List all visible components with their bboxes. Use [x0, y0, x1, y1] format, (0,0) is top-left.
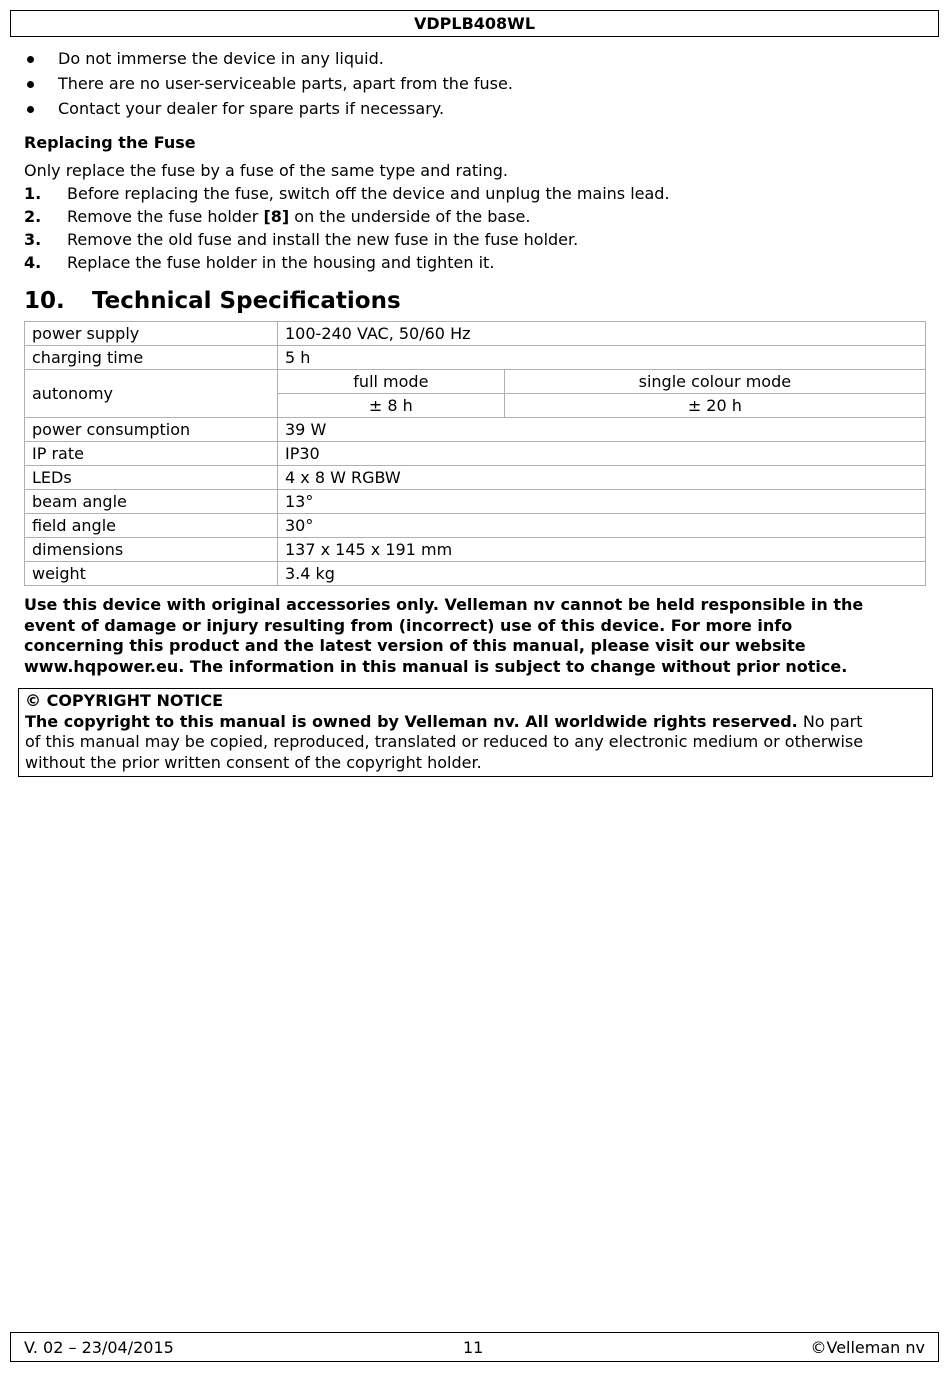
copyright-bold-text: The copyright to this manual is owned by Velleman nv. All worldwide rights reserved. — [25, 711, 798, 731]
table-row — [25, 490, 926, 514]
spec-label: charging time — [25, 346, 278, 370]
step-text: Replace the fuse holder in the housing and tighten it. — [67, 253, 495, 272]
step-number: 3. — [24, 230, 42, 249]
page-footer — [10, 1332, 939, 1362]
bullet-text: Do not immerse the device in any liquid. — [58, 49, 384, 68]
copyright-line: of this manual may be copied, reproduced, translated or reduced to any electronic medium or otherwise — [25, 732, 864, 751]
copyright-text: No part — [797, 711, 863, 731]
step-item — [24, 230, 670, 253]
bullet-item — [24, 97, 513, 122]
step-text: Before replacing the fuse, switch off the device and unplug the mains lead. — [67, 184, 670, 203]
spec-label: dimensions — [25, 538, 278, 562]
spec-label: power consumption — [25, 418, 278, 442]
table-row — [25, 346, 926, 370]
table-row — [25, 322, 926, 346]
bullet-dot-icon — [27, 106, 34, 113]
spec-label: power supply — [25, 322, 278, 346]
bullet-dot-icon — [27, 81, 34, 88]
spec-label: IP rate — [25, 442, 278, 466]
spec-mode-value: ± 8 h — [278, 394, 505, 418]
notice-line: concerning this product and the latest version of this manual, please visit our website — [24, 636, 806, 655]
spec-value: 3.4 kg — [278, 562, 926, 586]
step-number: 4. — [24, 253, 42, 272]
bullet-item — [24, 72, 513, 97]
fuse-heading: Replacing the Fuse — [24, 133, 196, 152]
spec-label: field angle — [25, 514, 278, 538]
footer-page-number: 11 — [463, 1338, 484, 1357]
spec-label: weight — [25, 562, 278, 586]
spec-label: LEDs — [25, 466, 278, 490]
step-item — [24, 207, 670, 230]
spec-label: autonomy — [25, 370, 278, 418]
table-row — [25, 514, 926, 538]
table-row — [25, 562, 926, 586]
step-number: 1. — [24, 184, 42, 203]
step-text: Remove the old fuse and install the new fuse in the fuse holder. — [67, 230, 579, 249]
step-text-continued: on the underside of the base. — [289, 207, 531, 226]
spec-mode-header: single colour mode — [504, 370, 925, 394]
spec-value: 13° — [278, 490, 926, 514]
spec-value: 100-240 VAC, 50/60 Hz — [278, 322, 926, 346]
table-row — [25, 538, 926, 562]
usage-notice — [24, 595, 929, 677]
section-number: 10. — [24, 288, 65, 314]
section-title — [24, 286, 401, 316]
safety-bullet-list — [24, 47, 513, 122]
spec-table — [24, 321, 926, 586]
table-row — [25, 442, 926, 466]
bullet-item — [24, 47, 513, 72]
spec-value: 137 x 145 x 191 mm — [278, 538, 926, 562]
fuse-steps-list — [24, 184, 670, 276]
spec-label: beam angle — [25, 490, 278, 514]
notice-line: www.hqpower.eu. The information in this manual is subject to change without prior notice. — [24, 656, 848, 676]
step-number: 2. — [24, 207, 42, 226]
bullet-text: There are no user-serviceable parts, apart from the fuse. — [58, 74, 513, 93]
spec-mode-header: full mode — [278, 370, 505, 394]
spec-value: 4 x 8 W RGBW — [278, 466, 926, 490]
header-title: VDPLB408WL — [413, 14, 536, 33]
section-title-text: Technical Specifications — [92, 288, 401, 314]
notice-line: event of damage or injury resulting from (incorrect) use of this device. For more info — [24, 615, 793, 635]
fuse-intro: Only replace the fuse by a fuse of the same type and rating. — [24, 161, 508, 180]
copyright-title: © COPYRIGHT NOTICE — [25, 691, 224, 710]
notice-line: Use this device with original accessories only. Velleman nv cannot be held responsible in the — [24, 595, 864, 614]
step-item — [24, 184, 670, 207]
spec-value: IP30 — [278, 442, 926, 466]
copyright-line — [25, 712, 926, 733]
footer-company: ©Velleman nv — [810, 1338, 925, 1357]
step-item — [24, 253, 670, 276]
step-text: Remove the fuse holder — [67, 207, 264, 226]
table-row — [25, 370, 926, 394]
footer-version: V. 02 – 23/04/2015 — [24, 1338, 174, 1357]
copyright-line: without the prior written consent of the copyright holder. — [25, 752, 482, 772]
page-header — [10, 10, 939, 37]
spec-mode-value: ± 20 h — [504, 394, 925, 418]
copyright-notice-box — [18, 688, 933, 777]
spec-value: 5 h — [278, 346, 926, 370]
table-row — [25, 466, 926, 490]
spec-value: 30° — [278, 514, 926, 538]
part-reference: [8] — [263, 207, 290, 226]
table-row — [25, 418, 926, 442]
bullet-text: Contact your dealer for spare parts if necessary. — [58, 99, 445, 118]
spec-value: 39 W — [278, 418, 926, 442]
bullet-dot-icon — [27, 56, 34, 63]
